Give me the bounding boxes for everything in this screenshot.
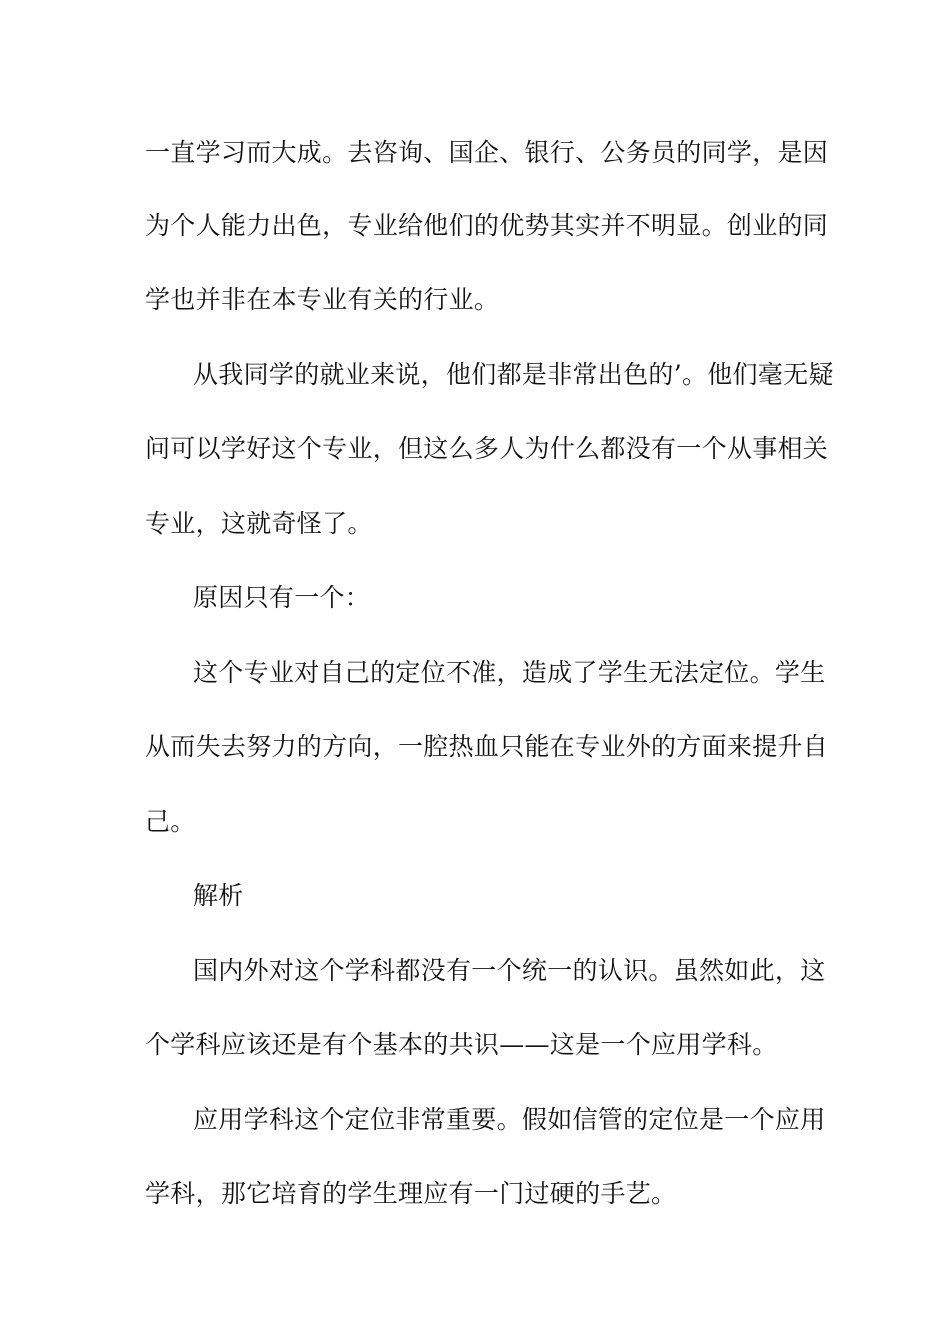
paragraph-line: 应用学科这个定位非常重要。假如信管的定位是一个应用 [193, 1105, 826, 1134]
paragraph-line: 这个专业对自己的定位不准，造成了学生无法定位。学生 [193, 658, 826, 687]
paragraph-line: 从我同学的就业来说，他们都是非常出色的’。他们毫无疑 [193, 360, 834, 389]
paragraph-line: 学也并非在本专业有关的行业。 [145, 285, 500, 314]
paragraph-line: 国内外对这个学科都没有一个统一的认识。虽然如此，这 [193, 956, 826, 985]
paragraph-line: 为个人能力出色，专业给他们的优势其实并不明显。创业的同 [145, 211, 829, 240]
paragraph-line: 个学科应该还是有个基本的共识——这是一个应用学科。 [145, 1030, 778, 1059]
paragraph-line: 问可以学好这个专业，但这么多人为什么都没有一个从事相关 [145, 434, 829, 463]
paragraph-line: 原因只有一个： [193, 583, 371, 612]
section-heading: 解析 [193, 881, 244, 910]
paragraph-line: 专业，这就奇怪了。 [145, 509, 373, 538]
paragraph-line: 学科，那它培育的学生理应有一门过硬的手艺。 [145, 1179, 677, 1208]
paragraph-line: 一直学习而大成。去咨询、国企、银行、公务员的同学，是因 [145, 138, 829, 167]
paragraph-line: 从而失去努力的方向，一腔热血只能在专业外的方面来提升自 [145, 732, 829, 761]
paragraph-line: 己。 [145, 807, 196, 836]
